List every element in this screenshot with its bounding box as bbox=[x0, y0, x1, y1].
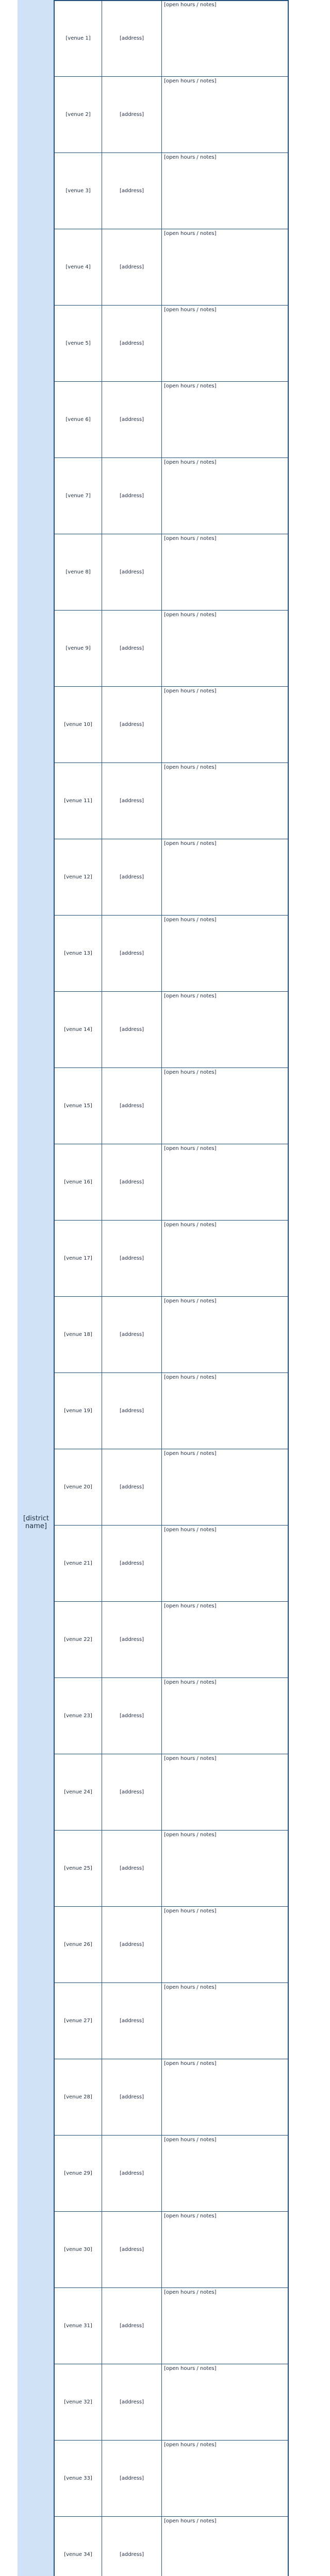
venue-info: [open hours / notes] bbox=[164, 993, 217, 999]
venue-info: [open hours / notes] bbox=[164, 78, 217, 84]
venue-location: [address] bbox=[102, 1068, 162, 1144]
venue-name: [venue 11] bbox=[55, 763, 102, 839]
table-row bbox=[55, 1449, 289, 1525]
table-row bbox=[55, 2059, 289, 2135]
venue-location: [address] bbox=[102, 2212, 162, 2287]
venue-name: [venue 16] bbox=[55, 1144, 102, 1220]
venue-info: [open hours / notes] bbox=[164, 1985, 217, 1990]
venue-info: [open hours / notes] bbox=[164, 1070, 217, 1075]
venue-location: [address] bbox=[102, 1602, 162, 1677]
table-row bbox=[55, 1677, 289, 1754]
venue-location: [address] bbox=[102, 1983, 162, 2059]
venue-name: [venue 31] bbox=[55, 2288, 102, 2364]
venue-info: [open hours / notes] bbox=[164, 688, 217, 694]
venue-location: [address] bbox=[102, 1373, 162, 1449]
venue-info: [open hours / notes] bbox=[164, 2442, 217, 2448]
venue-info: [open hours / notes] bbox=[164, 2, 217, 8]
venue-name: [venue 3] bbox=[55, 153, 102, 229]
venue-name: [venue 5] bbox=[55, 306, 102, 381]
table-row bbox=[55, 2440, 289, 2516]
venue-info: [open hours / notes] bbox=[164, 155, 217, 160]
venue-location: [address] bbox=[102, 687, 162, 762]
venue-info: [open hours / notes] bbox=[164, 2290, 217, 2295]
venue-location: [address] bbox=[102, 2517, 162, 2576]
venue-name: [venue 14] bbox=[55, 992, 102, 1067]
table-row bbox=[55, 152, 289, 229]
venue-info: [open hours / notes] bbox=[164, 2061, 217, 2066]
venue-name: [venue 23] bbox=[55, 1678, 102, 1754]
venue-info: [open hours / notes] bbox=[164, 1222, 217, 1228]
venue-name: [venue 4] bbox=[55, 229, 102, 305]
venue-name: [venue 32] bbox=[55, 2364, 102, 2440]
venue-location: [address] bbox=[102, 458, 162, 534]
venue-location: [address] bbox=[102, 1831, 162, 1906]
venue-name: [venue 2] bbox=[55, 77, 102, 152]
venue-location: [address] bbox=[102, 611, 162, 686]
venue-info: [open hours / notes] bbox=[164, 612, 217, 618]
district-column bbox=[18, 0, 55, 2576]
table-row bbox=[55, 610, 289, 686]
venue-name: [venue 13] bbox=[55, 916, 102, 991]
venue-name: [venue 34] bbox=[55, 2517, 102, 2576]
table-row bbox=[55, 1601, 289, 1677]
venue-info: [open hours / notes] bbox=[164, 765, 217, 770]
table-row bbox=[55, 2135, 289, 2211]
venue-info: [open hours / notes] bbox=[164, 2366, 217, 2371]
venue-location: [address] bbox=[102, 1, 162, 76]
table-row bbox=[55, 1525, 289, 1601]
venue-name: [venue 9] bbox=[55, 611, 102, 686]
venue-location: [address] bbox=[102, 77, 162, 152]
venue-name: [venue 15] bbox=[55, 1068, 102, 1144]
venue-info: [open hours / notes] bbox=[164, 383, 217, 389]
table-row bbox=[55, 76, 289, 152]
table-row bbox=[55, 2287, 289, 2364]
table-row bbox=[55, 305, 289, 381]
venue-name: [venue 30] bbox=[55, 2212, 102, 2287]
venue-name: [venue 7] bbox=[55, 458, 102, 534]
venue-name: [venue 12] bbox=[55, 839, 102, 915]
venue-location: [address] bbox=[102, 2136, 162, 2211]
venue-location: [address] bbox=[102, 1449, 162, 1525]
table-row bbox=[55, 1144, 289, 1220]
table-row bbox=[55, 1830, 289, 1906]
venue-info: [open hours / notes] bbox=[164, 307, 217, 313]
table-row bbox=[55, 1220, 289, 1296]
venue-location: [address] bbox=[102, 1907, 162, 1982]
venue-name: [venue 18] bbox=[55, 1297, 102, 1372]
venue-location: [address] bbox=[102, 306, 162, 381]
table-row bbox=[55, 457, 289, 534]
venue-location: [address] bbox=[102, 2288, 162, 2364]
table-row bbox=[55, 1296, 289, 1372]
table-row bbox=[55, 534, 289, 610]
table-row bbox=[55, 2516, 289, 2576]
venue-location: [address] bbox=[102, 153, 162, 229]
table-row bbox=[55, 915, 289, 991]
venue-name: [venue 27] bbox=[55, 1983, 102, 2059]
venue-name: [venue 22] bbox=[55, 1602, 102, 1677]
venue-name: [venue 6] bbox=[55, 382, 102, 457]
venue-info: [open hours / notes] bbox=[164, 1680, 217, 1685]
venue-info: [open hours / notes] bbox=[164, 536, 217, 541]
table-row bbox=[55, 1754, 289, 1830]
table-row bbox=[55, 1906, 289, 1982]
table-row bbox=[55, 1982, 289, 2059]
table-row bbox=[55, 1067, 289, 1144]
table-row bbox=[55, 2211, 289, 2287]
venue-info: [open hours / notes] bbox=[164, 2518, 217, 2524]
venue-name: [venue 24] bbox=[55, 1754, 102, 1830]
venue-info: [open hours / notes] bbox=[164, 1908, 217, 1914]
venue-name: [venue 26] bbox=[55, 1907, 102, 1982]
table-row bbox=[55, 1372, 289, 1449]
table-row bbox=[55, 381, 289, 457]
venue-location: [address] bbox=[102, 839, 162, 915]
venue-location: [address] bbox=[102, 2441, 162, 2516]
venue-location: [address] bbox=[102, 2059, 162, 2135]
venue-info: [open hours / notes] bbox=[164, 917, 217, 923]
venue-name: [venue 29] bbox=[55, 2136, 102, 2211]
venue-location: [address] bbox=[102, 1297, 162, 1372]
venue-info: [open hours / notes] bbox=[164, 1603, 217, 1609]
venue-info: [open hours / notes] bbox=[164, 841, 217, 846]
venue-info: [open hours / notes] bbox=[164, 2137, 217, 2143]
venue-name: [venue 20] bbox=[55, 1449, 102, 1525]
venue-location: [address] bbox=[102, 1678, 162, 1754]
venue-name: [venue 1] bbox=[55, 1, 102, 76]
venue-location: [address] bbox=[102, 916, 162, 991]
venue-location: [address] bbox=[102, 2364, 162, 2440]
venue-info: [open hours / notes] bbox=[164, 231, 217, 236]
venue-name: [venue 21] bbox=[55, 1526, 102, 1601]
table-row bbox=[55, 686, 289, 762]
venue-name: [venue 19] bbox=[55, 1373, 102, 1449]
venue-location: [address] bbox=[102, 1144, 162, 1220]
venue-name: [venue 33] bbox=[55, 2441, 102, 2516]
venue-location: [address] bbox=[102, 1754, 162, 1830]
venue-location: [address] bbox=[102, 1526, 162, 1601]
venue-location: [address] bbox=[102, 229, 162, 305]
venue-info: [open hours / notes] bbox=[164, 1832, 217, 1838]
venue-location: [address] bbox=[102, 534, 162, 610]
venue-name: [venue 17] bbox=[55, 1221, 102, 1296]
venue-info: [open hours / notes] bbox=[164, 1298, 217, 1304]
venue-info: [open hours / notes] bbox=[164, 1146, 217, 1151]
venue-location: [address] bbox=[102, 382, 162, 457]
venue-info: [open hours / notes] bbox=[164, 460, 217, 465]
venue-info: [open hours / notes] bbox=[164, 1451, 217, 1456]
venue-location: [address] bbox=[102, 1221, 162, 1296]
table-row bbox=[55, 762, 289, 839]
table-row bbox=[55, 839, 289, 915]
district-label: [district name] bbox=[23, 1515, 49, 1530]
table-row bbox=[55, 2364, 289, 2440]
venue-info: [open hours / notes] bbox=[164, 1756, 217, 1761]
venue-name: [venue 8] bbox=[55, 534, 102, 610]
table-row bbox=[55, 229, 289, 305]
venue-location: [address] bbox=[102, 992, 162, 1067]
venue-name: [venue 28] bbox=[55, 2059, 102, 2135]
venue-info: [open hours / notes] bbox=[164, 1375, 217, 1380]
venue-info: [open hours / notes] bbox=[164, 2213, 217, 2219]
venue-name: [venue 25] bbox=[55, 1831, 102, 1906]
venue-location: [address] bbox=[102, 763, 162, 839]
venue-name: [venue 10] bbox=[55, 687, 102, 762]
table-row bbox=[55, 0, 289, 76]
venue-info: [open hours / notes] bbox=[164, 1527, 217, 1533]
table-row bbox=[55, 991, 289, 1067]
